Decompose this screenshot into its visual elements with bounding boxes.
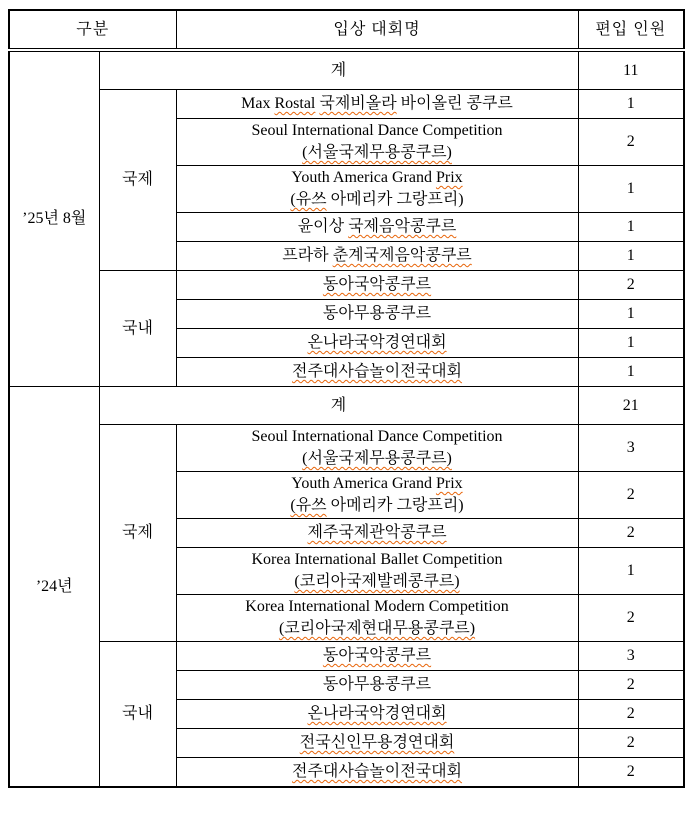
header-competition-name: 입상 대회명 (176, 10, 578, 50)
misspelled-text: 국제음악콩쿠르 (348, 218, 457, 235)
competition-name-line (179, 142, 576, 164)
competition-name-line (179, 245, 576, 267)
competition-name-line (179, 495, 576, 517)
misspelled-text: Rostal (274, 95, 316, 112)
count-cell: 1 (578, 166, 684, 213)
misspelled-text: 온나라국악경연대회 (307, 334, 447, 351)
section-total-row (9, 387, 684, 425)
competition-name-cell (176, 519, 578, 548)
total-count-cell: 11 (578, 50, 684, 90)
competition-name-line (179, 703, 576, 725)
text-segment: Youth America Grand (291, 475, 436, 492)
misspelled-text: 전국신인무용경연대회 (299, 734, 455, 751)
misspelled-text: Prix (435, 475, 463, 492)
competition-row (9, 642, 684, 671)
competition-name-line (179, 618, 576, 640)
competition-name-line (179, 426, 576, 448)
text-segment: Youth America Grand (291, 169, 436, 186)
competition-name-cell (176, 548, 578, 595)
competition-name-cell (176, 758, 578, 788)
count-cell: 1 (578, 90, 684, 119)
period-cell: ’25년 8월 (9, 50, 99, 387)
competition-name-line (179, 549, 576, 571)
misspelled-text: (코리아국제현대무용콩쿠르) (278, 620, 476, 637)
misspelled-text: (유쓰 (290, 497, 327, 514)
count-cell: 3 (578, 642, 684, 671)
competition-name-cell (176, 425, 578, 472)
section-total-row (9, 50, 684, 90)
count-cell: 1 (578, 329, 684, 358)
misspelled-text: (서울국제무용콩쿠르) (302, 450, 452, 467)
count-cell: 1 (578, 213, 684, 242)
header-transfer-count: 편입 인원 (578, 10, 684, 50)
competition-name-line (179, 361, 576, 383)
total-label-cell: 계 (99, 50, 578, 90)
misspelled-text: 전주대사습놀이전국대회 (292, 763, 463, 780)
count-cell: 1 (578, 548, 684, 595)
competition-name-cell (176, 213, 578, 242)
header-row (9, 10, 684, 50)
competition-name-cell (176, 595, 578, 642)
misspelled-text: 제주국제관악콩쿠르 (307, 524, 447, 541)
competition-name-line (179, 93, 576, 115)
count-cell: 2 (578, 700, 684, 729)
competition-name-cell (176, 119, 578, 166)
scope-cell: 국제 (99, 425, 176, 642)
competition-row (9, 271, 684, 300)
misspelled-text: (유쓰 (290, 191, 327, 208)
misspelled-text: 춘계국제음악콩쿠르 (332, 247, 472, 264)
text-segment: 동아무용콩쿠르 (322, 676, 432, 693)
text-segment: 동아무용콩쿠르 (322, 305, 432, 322)
competition-name-line (179, 120, 576, 142)
text-segment: Max (241, 95, 275, 112)
competition-name-cell (176, 472, 578, 519)
competition-name-cell (176, 700, 578, 729)
competition-name-cell (176, 729, 578, 758)
text-segment: Seoul International Dance Competition (251, 122, 503, 139)
total-label-cell: 계 (99, 387, 578, 425)
competition-name-cell (176, 242, 578, 271)
competition-name-line (179, 522, 576, 544)
competition-name-cell (176, 671, 578, 700)
count-cell: 1 (578, 242, 684, 271)
competition-row (9, 90, 684, 119)
count-cell: 2 (578, 671, 684, 700)
competition-name-line (179, 674, 576, 696)
count-cell: 2 (578, 119, 684, 166)
misspelled-text: (코리아국제발레콩쿠르) (294, 573, 460, 590)
competition-name-cell (176, 166, 578, 213)
award-transfer-table (8, 9, 685, 788)
competition-name-line (179, 274, 576, 296)
competition-name-line (179, 303, 576, 325)
scope-cell: 국제 (99, 90, 176, 271)
competition-row (9, 425, 684, 472)
total-count-cell: 21 (578, 387, 684, 425)
text-segment: 아메리카 그랑프리) (326, 497, 464, 514)
scope-cell: 국내 (99, 271, 176, 387)
count-cell: 2 (578, 519, 684, 548)
count-cell: 1 (578, 300, 684, 329)
misspelled-text: 동아국악콩쿠르 (322, 647, 432, 664)
competition-name-cell (176, 329, 578, 358)
misspelled-text: Prix (435, 169, 463, 186)
text-segment: Korea International Modern Competition (245, 598, 509, 615)
text-segment: Korea International Ballet Competition (251, 551, 503, 568)
competition-name-cell (176, 642, 578, 671)
count-cell: 1 (578, 358, 684, 387)
period-cell: ’24년 (9, 387, 99, 788)
count-cell: 2 (578, 271, 684, 300)
competition-name-line (179, 761, 576, 783)
competition-name-line (179, 473, 576, 495)
misspelled-text: 전주대사습놀이전국대회 (292, 363, 463, 380)
competition-name-cell (176, 90, 578, 119)
competition-name-line (179, 596, 576, 618)
count-cell: 3 (578, 425, 684, 472)
count-cell: 2 (578, 729, 684, 758)
scope-cell: 국내 (99, 642, 176, 788)
count-cell: 2 (578, 472, 684, 519)
misspelled-text: 온나라국악경연대회 (307, 705, 447, 722)
misspelled-text: 동아국악콩쿠르 (322, 276, 432, 293)
misspelled-text: 국제비올라 (319, 95, 397, 112)
count-cell: 2 (578, 595, 684, 642)
text-segment: Seoul International Dance Competition (251, 428, 503, 445)
competition-name-line (179, 332, 576, 354)
competition-name-line (179, 732, 576, 754)
table-body (9, 50, 684, 787)
competition-name-line (179, 189, 576, 211)
competition-name-line (179, 645, 576, 667)
competition-name-cell (176, 358, 578, 387)
competition-name-line (179, 448, 576, 470)
text-segment: 바이올린 콩쿠르 (396, 95, 513, 112)
competition-name-line (179, 167, 576, 189)
count-cell: 2 (578, 758, 684, 788)
header-category: 구분 (9, 10, 176, 50)
text-segment: 윤이상 (297, 218, 349, 235)
competition-name-cell (176, 271, 578, 300)
competition-name-cell (176, 300, 578, 329)
text-segment: 프라하 (282, 247, 333, 264)
competition-name-line (179, 571, 576, 593)
text-segment: 아메리카 그랑프리) (326, 191, 464, 208)
misspelled-text: (서울국제무용콩쿠르) (302, 144, 452, 161)
competition-name-line (179, 216, 576, 238)
